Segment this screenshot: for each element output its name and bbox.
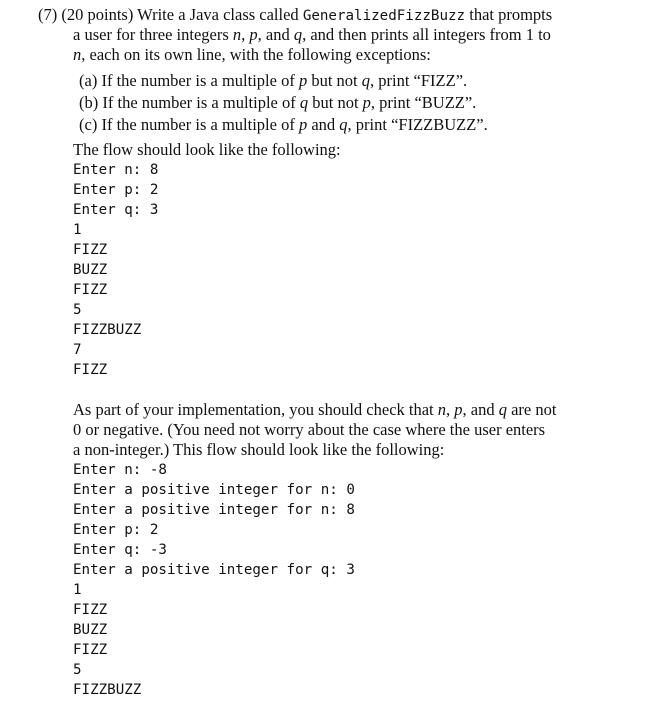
exception-text: , print “BUZZ”. <box>370 93 477 112</box>
var-q: q <box>498 400 507 419</box>
flow2-line: Enter p: 2 <box>73 522 159 538</box>
problem-line-1 <box>38 5 552 26</box>
part2-text: , and <box>462 400 495 419</box>
flow2-line: 5 <box>73 662 82 678</box>
exception-var: q <box>299 93 309 112</box>
flow2-line: 1 <box>73 582 82 598</box>
part2-line-3: a non-integer.) This flow should look like the following: <box>73 440 445 459</box>
var-q: q <box>293 25 303 44</box>
line2-text-c: , and then prints all integers from 1 to <box>302 25 551 44</box>
flow1-line: BUZZ <box>73 262 108 278</box>
exception-b <box>79 93 476 113</box>
problem-line-3 <box>73 45 431 65</box>
flow1-line: Enter p: 2 <box>73 182 159 198</box>
exception-text: If the number is a multiple of <box>102 93 296 112</box>
exception-text: but not <box>312 93 359 112</box>
exception-label: (a) <box>79 71 98 90</box>
var-n: n <box>437 400 447 419</box>
flow1-line: FIZZ <box>73 282 108 298</box>
flow1-line: 1 <box>73 222 82 238</box>
flow1-line: Enter q: 3 <box>73 202 159 218</box>
exception-var: p <box>298 71 308 90</box>
intro-text-a: Write a Java class called <box>137 5 299 24</box>
exception-text: and <box>311 115 336 134</box>
exception-c <box>79 115 488 135</box>
flow1-line: FIZZ <box>73 362 108 378</box>
exception-label: (b) <box>79 93 99 112</box>
exception-var: q <box>361 71 370 90</box>
var-p: p <box>249 25 258 44</box>
class-name: GeneralizedFizzBuzz <box>302 8 466 24</box>
part2-text: are not <box>511 400 557 419</box>
flow2-line: Enter n: -8 <box>73 462 167 478</box>
var-p: p <box>454 400 463 419</box>
line3-text: , each on its own line, with the following exceptions: <box>81 45 431 64</box>
exception-var: q <box>339 115 348 134</box>
exception-text: , print “FIZZBUZZ”. <box>347 115 488 134</box>
problem-line-2: a user for three integers n, p, and q, and then prints all integers from 1 to <box>73 25 551 44</box>
flow1-line: 5 <box>73 302 82 318</box>
flow1-line: FIZZ <box>73 242 108 258</box>
flow-intro: The flow should look like the following: <box>73 140 341 159</box>
flow1-line: 7 <box>73 342 82 358</box>
flow2-line: Enter a positive integer for n: 0 <box>73 482 355 498</box>
var-n: n <box>232 25 242 44</box>
part2-text: As part of your implementation, you should check that <box>73 400 434 419</box>
exception-text: but not <box>311 71 358 90</box>
flow1-line: FIZZBUZZ <box>73 322 142 338</box>
flow2-line: BUZZ <box>73 622 108 638</box>
line2-text-b: , and <box>257 25 290 44</box>
exception-text: If the number is a multiple of <box>101 71 295 90</box>
flow2-line: FIZZBUZZ <box>73 682 142 698</box>
exception-text: If the number is a multiple of <box>101 115 295 134</box>
flow2-line: FIZZ <box>73 602 108 618</box>
part2-line-2: 0 or negative. (You need not worry about the case where the user enters <box>73 420 546 439</box>
flow2-line: FIZZ <box>73 642 108 658</box>
line2-text-a: a user for three integers <box>73 25 229 44</box>
exception-a <box>79 71 467 91</box>
flow2-line: Enter a positive integer for q: 3 <box>73 562 355 578</box>
problem-number: (7) <box>38 5 58 24</box>
var-n: n <box>73 45 82 64</box>
exception-text: , print “FIZZ”. <box>370 71 468 90</box>
exception-label: (c) <box>79 115 98 134</box>
part2-line-1: As part of your implementation, you should check that n, p, and q are not <box>73 400 557 419</box>
problem-points: (20 points) <box>61 5 134 24</box>
intro-text-b: that prompts <box>469 5 553 24</box>
flow2-line: Enter q: -3 <box>73 542 167 558</box>
flow1-line: Enter n: 8 <box>73 162 159 178</box>
exception-var: p <box>362 93 371 112</box>
flow2-line: Enter a positive integer for n: 8 <box>73 502 355 518</box>
exception-var: p <box>298 115 308 134</box>
